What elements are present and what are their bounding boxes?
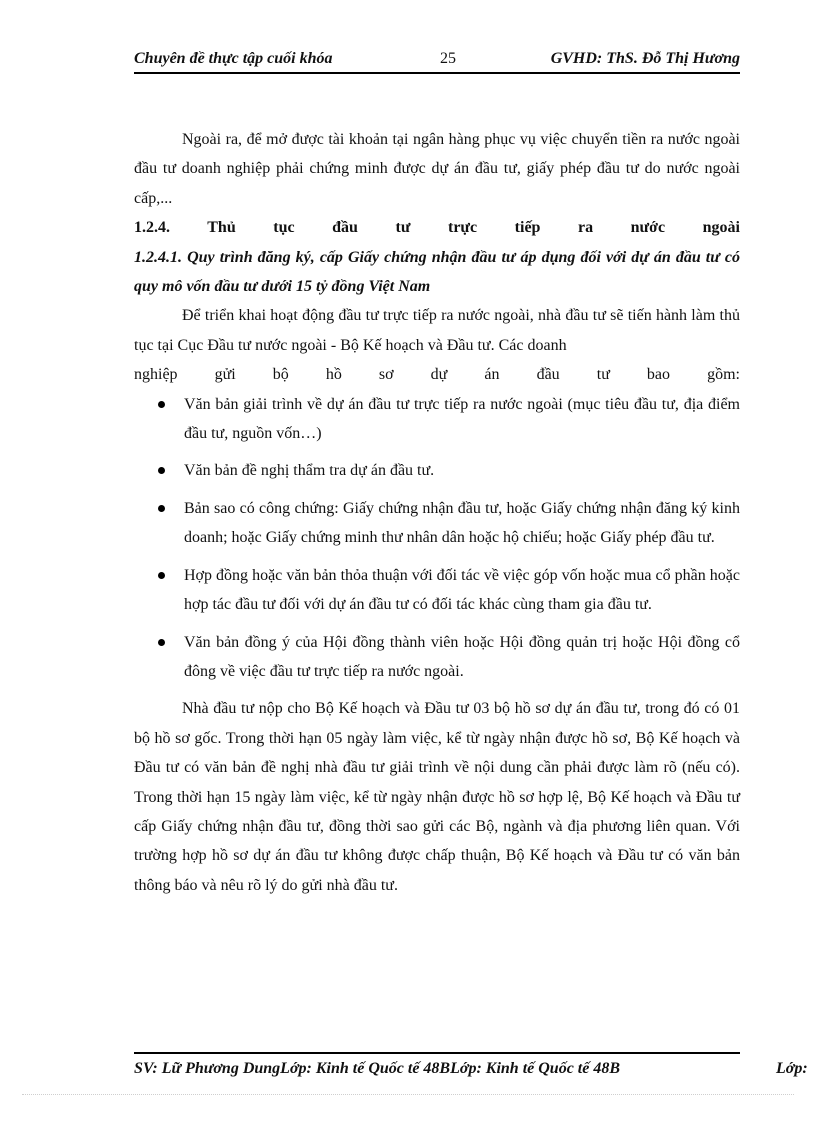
header-title: Chuyên đề thực tập cuối khóa — [134, 50, 333, 67]
paragraph-submission: Nhà đầu tư nộp cho Bộ Kế hoạch và Đầu tư 03 bộ hồ sơ dự án đầu tư, trong đó có 01 bộ hồ sơ gốc. Trong thời hạn 05 ngày làm việc, kể từ ngày nhận được hồ sơ, Bộ Kế hoạch và Đầu tư có văn bản đề nghị nhà đầu tư giải trình về nội dung cần phải được làm rõ (nếu có). Trong thời hạn 15 ngày làm việc, kể từ ngày nhận được hồ sơ hợp lệ, Bộ Kế hoạch và Đầu tư cấp Giấy chứng nhận đầu tư, đồng thời sao gửi các Bộ, ngành và địa phương liên quan. Với trường hợp hồ sơ dự án đầu tư không được chấp thuận, Bộ Kế hoạch và Đầu tư có văn bản thông báo và nêu rõ lý do gửi nhà đầu tư. — [134, 700, 740, 894]
list-item: Văn bản đồng ý của Hội đồng thành viên hoặc Hội đồng quản trị hoặc Hội đồng cổ đông về việc đầu tư trực tiếp ra nước ngoài. — [134, 628, 740, 687]
bullet-icon — [158, 467, 165, 474]
document-list — [134, 390, 740, 687]
footer-class: Lớp: — [776, 1060, 808, 1077]
page-number: 25 — [440, 50, 456, 67]
page-header — [134, 46, 740, 74]
document-body — [134, 125, 740, 900]
page-separator — [22, 1094, 794, 1095]
bullet-icon — [158, 401, 165, 408]
list-item: Hợp đồng hoặc văn bản thỏa thuận với đối tác về việc góp vốn hoặc mua cổ phần hoặc hợp tác đầu tư đối với dự án đầu tư có đối tác khác cùng tham gia đầu tư. — [134, 561, 740, 620]
list-item: Văn bản giải trình về dự án đầu tư trực tiếp ra nước ngoài (mục tiêu đầu tư, địa điểm đầu tư, nguồn vốn…) — [134, 390, 740, 449]
section-heading-1-2-4-1: 1.2.4.1. Quy trình đăng ký, cấp Giấy chứng nhận đầu tư áp dụng đối với dự án đầu tư có quy mô vốn đầu tư dưới 15 tỷ đồng Việt Nam — [134, 248, 740, 296]
section-heading-1-2-4: 1.2.4. Thủ tục đầu tư trực tiếp ra nước ngoài — [134, 219, 740, 237]
bullet-icon — [158, 572, 165, 579]
bullet-icon — [158, 639, 165, 646]
paragraph-procedure-cont: nghiệp gửi bộ hồ sơ dự án đầu tư bao gồm: — [134, 366, 740, 384]
bullet-icon — [158, 505, 165, 512]
paragraph-procedure: Để triển khai hoạt động đầu tư trực tiếp ra nước ngoài, nhà đầu tư sẽ tiến hành làm thủ tục tại Cục Đầu tư nước ngoài - Bộ Kế hoạch và Đầu tư. Các doanh — [134, 307, 740, 354]
header-supervisor: GVHD: ThS. Đỗ Thị Hương — [550, 50, 740, 67]
footer-student: SV: Lữ Phương DungLớp: Kinh tế Quốc tế 48BLớp: Kinh tế Quốc tế 48B — [134, 1060, 621, 1077]
page-footer — [134, 1052, 808, 1077]
list-item: Bản sao có công chứng: Giấy chứng nhận đầu tư, hoặc Giấy chứng nhận đăng ký kinh doanh; hoặc Giấy chứng minh thư nhân dân hoặc hộ chiếu; hoặc Giấy phép đầu tư. — [134, 494, 740, 553]
list-item: Văn bản đề nghị thẩm tra dự án đầu tư. — [134, 456, 740, 485]
paragraph-account: Ngoài ra, để mở được tài khoản tại ngân hàng phục vụ việc chuyển tiền ra nước ngoài đầu tư doanh nghiệp phải chứng minh được dự án đầu tư, giấy phép đầu tư do nước ngoài cấp,... — [134, 131, 740, 207]
